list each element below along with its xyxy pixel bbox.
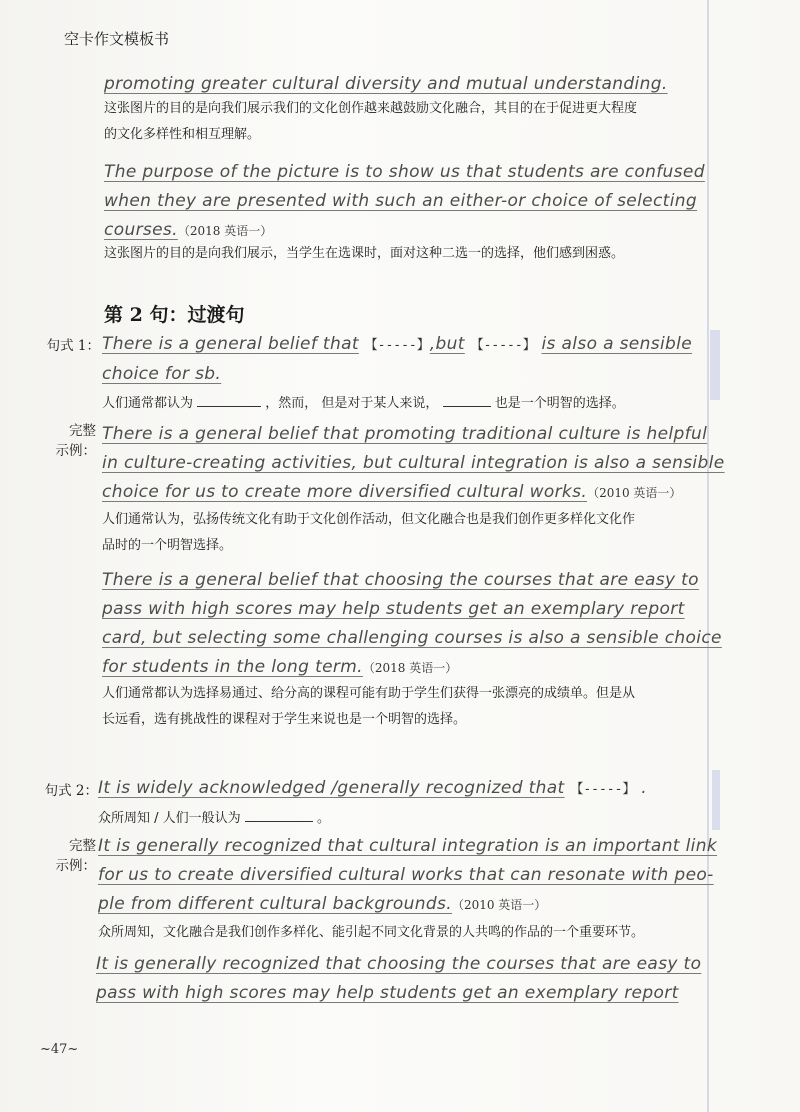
fill-blank	[245, 807, 313, 822]
example-line: There is a general belief that promoting traditional culture is helpful	[102, 424, 708, 444]
pattern-sentence	[98, 774, 768, 804]
example-translation	[102, 507, 772, 559]
translation-line: 人们通常都认为选择易通过、给分高的课程可能有助于学生们获得一张漂亮的成绩单。但是从	[102, 686, 636, 701]
pattern-translation	[98, 806, 768, 832]
example-label-line: 完整	[69, 423, 96, 439]
pattern-text: .	[641, 778, 647, 798]
pattern-text: ,but	[429, 334, 465, 354]
example-translation	[98, 920, 778, 946]
example-sentence	[102, 566, 772, 683]
running-head: 空卡作文模板书	[64, 30, 170, 48]
pattern-text: is also a sensible	[541, 334, 693, 354]
pattern-text: There is a general belief that	[102, 334, 359, 354]
pattern-text: choice for sb.	[102, 364, 222, 384]
example-line: There is a general belief that choosing the courses that are easy to	[102, 570, 699, 590]
example-label-line: 完整	[69, 838, 96, 854]
english-text: promoting greater cultural diversity and mutual understanding.	[104, 74, 668, 94]
fill-blank	[443, 392, 491, 407]
page-number: ~47~	[40, 1042, 79, 1057]
pattern-text: It is widely acknowledged /generally recognized that	[98, 778, 565, 798]
translation-line: 人们通常认为，弘扬传统文化有助于文化创作活动，但文化融合也是我们创作更多样化文化作	[102, 512, 636, 527]
example-line: pass with high scores may help students get an exemplary report	[102, 599, 685, 619]
chinese-translation	[104, 96, 764, 148]
example-sentence	[102, 420, 772, 508]
example-line: ple from different cultural backgrounds.	[98, 894, 452, 914]
source-citation: （2010 英语一）	[451, 898, 547, 912]
fill-blank	[197, 392, 261, 407]
blank-bracket: 【-----】	[364, 338, 430, 353]
translation-text: 众所周知 / 人们一般认为	[98, 811, 241, 826]
chinese-translation	[104, 241, 784, 267]
translation-text: 也是一个明智的选择。	[494, 396, 625, 411]
example-line: in culture-creating activities, but cultural integration is also a sensible	[102, 453, 725, 473]
pattern-label: 句式 2：	[44, 783, 98, 799]
blank-bracket: 【-----】	[470, 338, 536, 353]
translation-line: 这张图片的目的是向我们展示，当学生在选课时，面对这种二选一的选择，他们感到困惑。	[104, 246, 625, 261]
example-sentence	[98, 832, 768, 920]
english-line: courses.	[104, 220, 178, 240]
example-line: for students in the long term.	[102, 657, 363, 677]
example-label	[38, 836, 96, 876]
example-line: It is generally recognized that choosing the courses that are easy to	[96, 954, 702, 974]
example-line: It is generally recognized that cultural integration is an important link	[98, 836, 718, 856]
example-line: for us to create diversified cultural works that can resonate with peo-	[98, 865, 714, 885]
source-citation: （2018 英语一）	[362, 661, 458, 675]
section-title: 第 2 句：过渡句	[104, 304, 245, 326]
english-sentence	[104, 70, 764, 99]
translation-line: 长远看，选有挑战性的课程对于学生来说也是一个明智的选择。	[102, 712, 467, 727]
translation-text: 人们通常都认为	[102, 396, 194, 411]
translation-line: 这张图片的目的是向我们展示我们的文化创作越来越鼓励文化融合，其目的在于促进更大程度	[104, 101, 638, 116]
translation-text: ，然而， 但是对于某人来说，	[265, 396, 439, 411]
english-sentence	[104, 158, 774, 246]
source-citation: （2010 英语一）	[587, 486, 682, 500]
translation-text: 。	[316, 811, 330, 826]
translation-line: 的文化多样性和相互理解。	[104, 127, 261, 142]
example-sentence	[96, 950, 766, 1008]
pattern-sentence	[102, 330, 772, 389]
example-line: pass with high scores may help students get an exemplary report	[96, 983, 679, 1003]
blank-bracket: 【-----】	[570, 782, 636, 797]
example-label-line: 示例：	[55, 858, 96, 874]
pattern-translation	[102, 391, 772, 417]
example-line: card, but selecting some challenging courses is also a sensible choice	[102, 628, 722, 648]
english-line: when they are presented with such an either-or choice of selecting	[104, 191, 698, 211]
pattern-label: 句式 1：	[46, 338, 100, 354]
source-citation: （2018 英语一）	[177, 224, 273, 238]
example-line: choice for us to create more diversified cultural works.	[102, 482, 588, 502]
translation-line: 品时的一个明智选择。	[102, 538, 233, 553]
example-label	[40, 421, 96, 461]
translation-line: 众所周知，文化融合是我们创作多样化、能引起不同文化背景的人共鸣的作品的一个重要环节。	[98, 925, 645, 940]
example-translation	[102, 681, 772, 733]
example-label-line: 示例：	[55, 443, 96, 459]
english-line: The purpose of the picture is to show us that students are confused	[104, 162, 705, 182]
